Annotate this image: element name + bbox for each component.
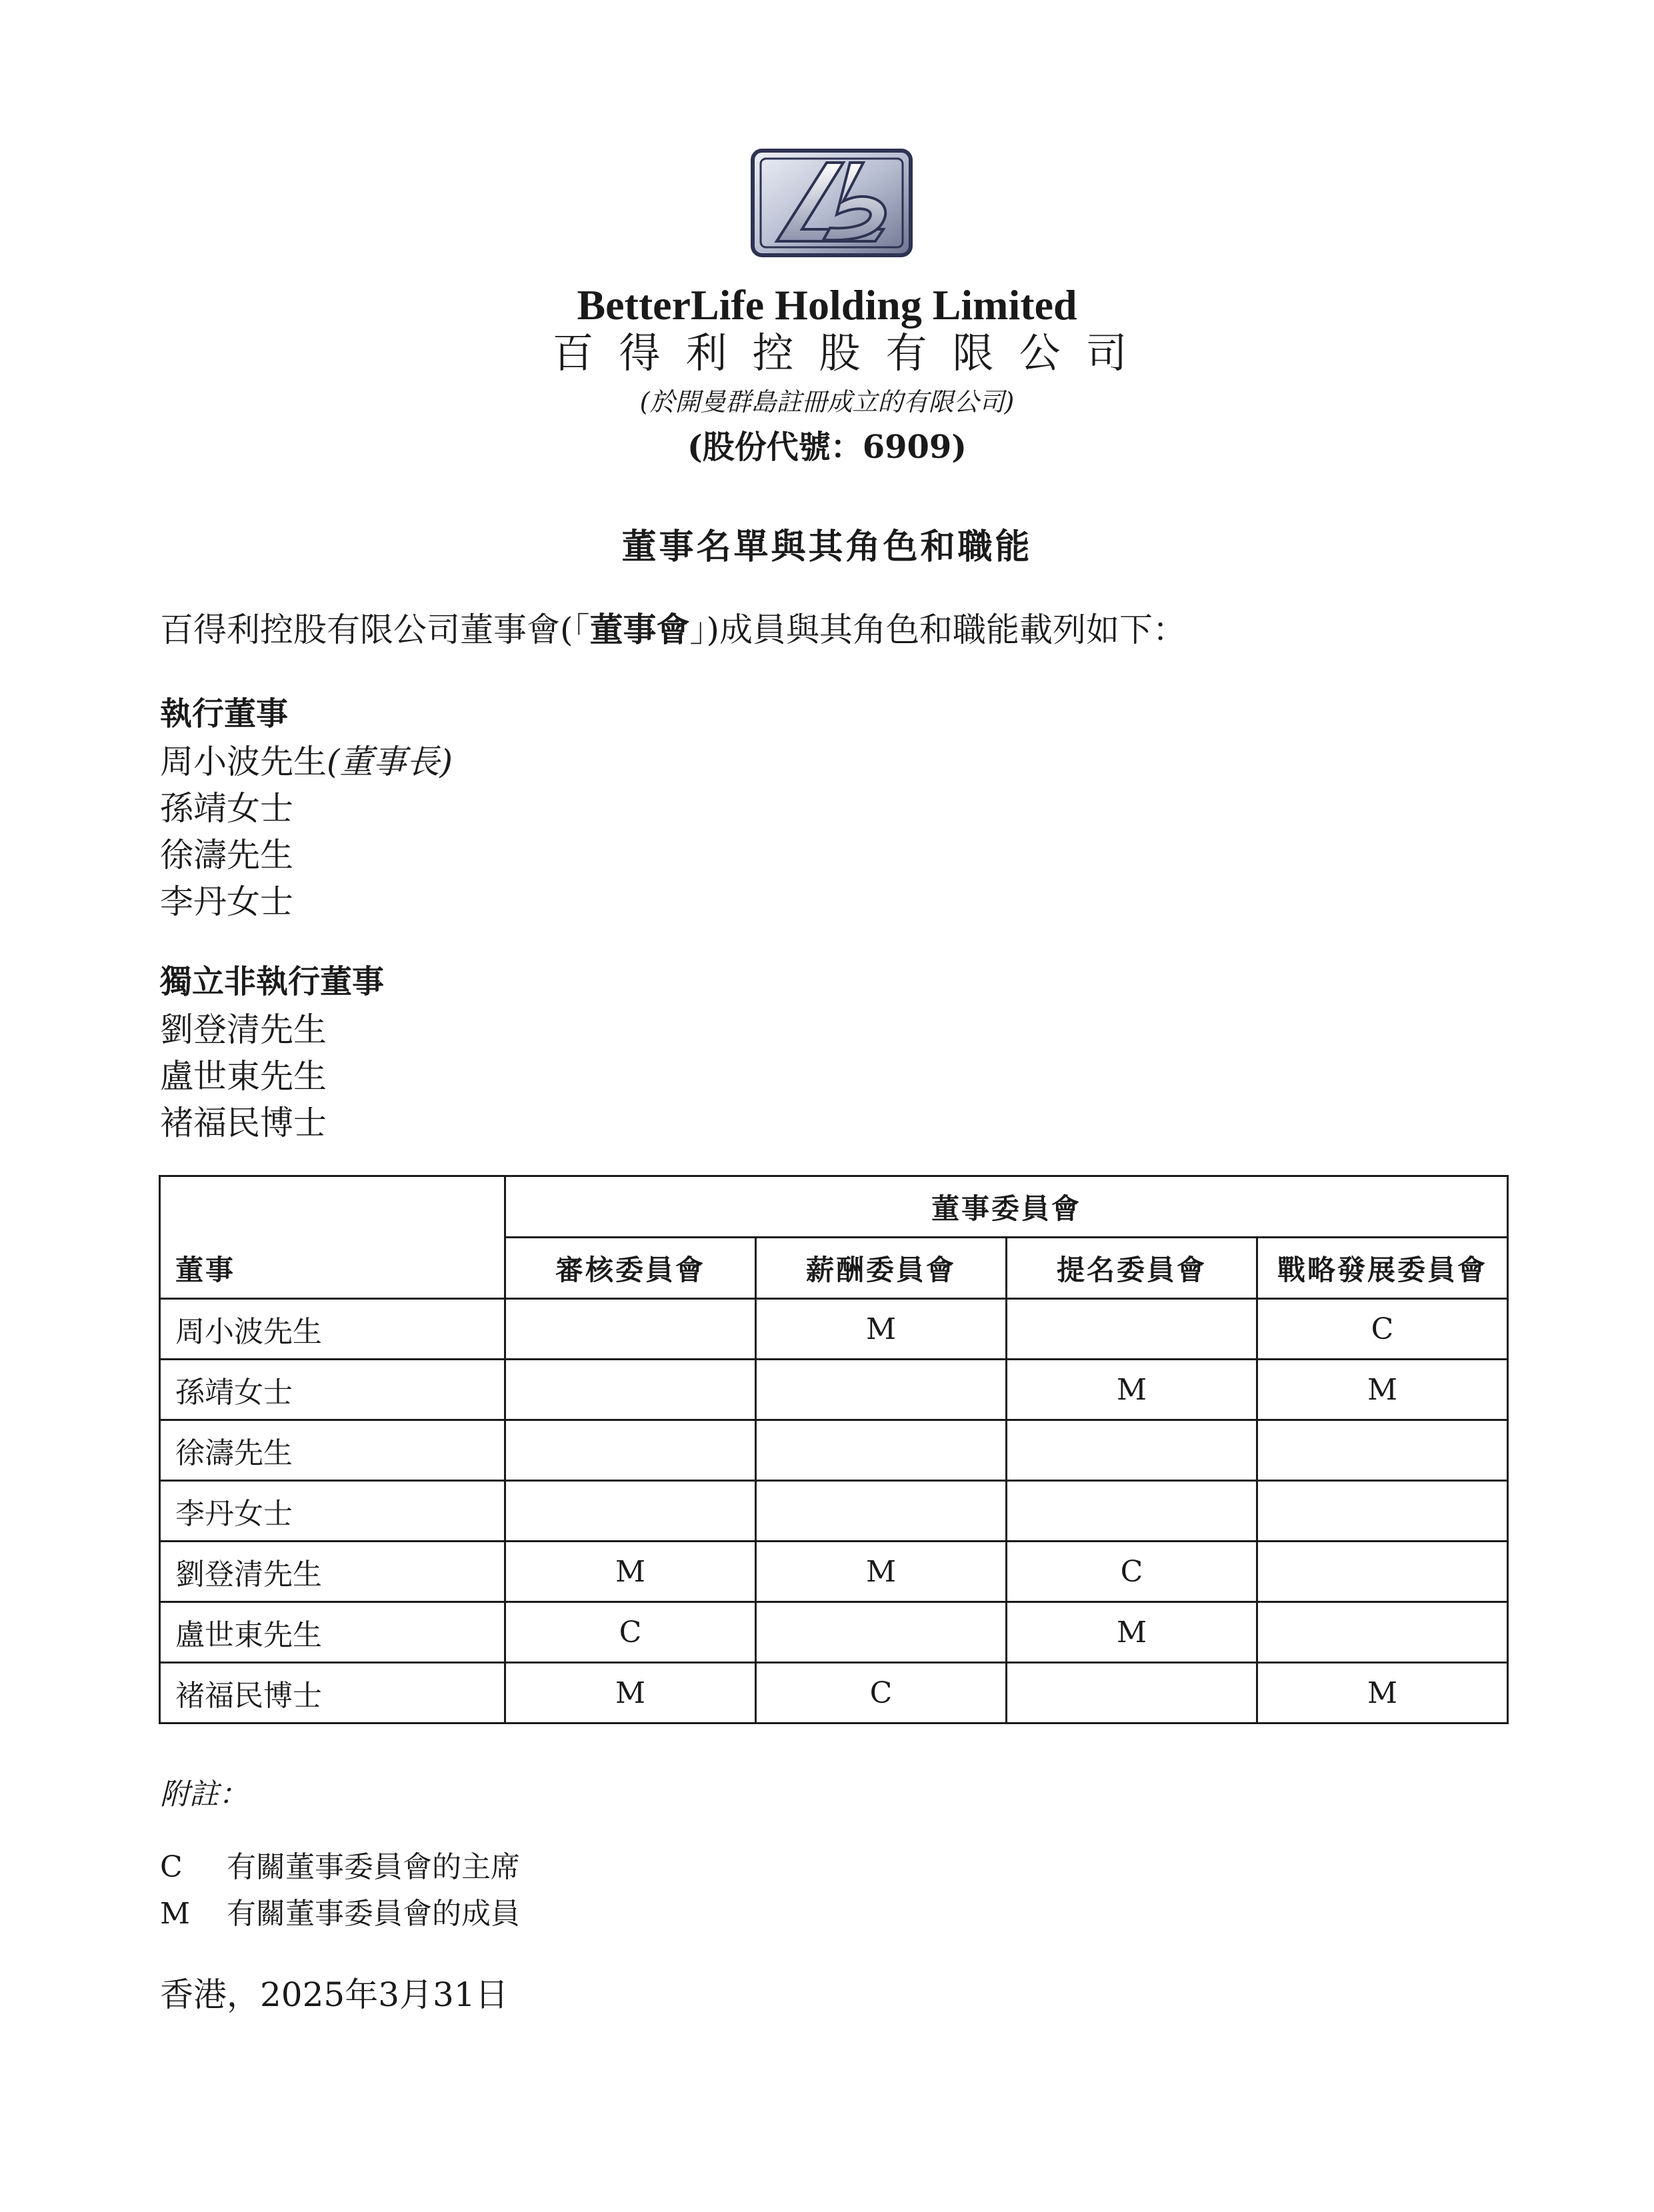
independent-member: 劉登清先生	[160, 1010, 327, 1049]
table-row	[160, 1542, 1508, 1602]
executive-heading: 執行董事	[160, 695, 289, 732]
intro-prefix: 百得利控股有限公司董事會(「	[160, 610, 590, 649]
director-column-header: 董事	[160, 1176, 505, 1299]
executive-member	[160, 740, 453, 784]
committee-header: 提名委員會	[1007, 1238, 1257, 1299]
intro-suffix: 」)成員與其角色和職能載列如下：	[689, 610, 1187, 649]
note-item	[160, 1847, 520, 1887]
table-cell	[1007, 1420, 1257, 1481]
table-row	[160, 1481, 1508, 1542]
table-cell	[756, 1420, 1007, 1481]
director-name: 徐濤先生	[160, 1420, 505, 1481]
note-text: 有關董事委員會的主席	[227, 1850, 520, 1884]
note-key: C	[160, 1850, 183, 1884]
table-cell	[1257, 1542, 1508, 1602]
table-cell	[505, 1360, 756, 1420]
notes-title: 附註：	[160, 1777, 248, 1811]
table-cell	[756, 1360, 1007, 1420]
director-name: 盧世東先生	[160, 1602, 505, 1663]
table-header-row	[160, 1176, 1508, 1238]
note-key: M	[160, 1897, 191, 1931]
table-cell: M	[756, 1299, 1007, 1360]
committee-header: 薪酬委員會	[756, 1238, 1007, 1299]
executive-member: 徐濤先生	[160, 836, 293, 874]
place-date: 香港，2025年3月31日	[160, 1975, 509, 2014]
note-item	[160, 1894, 520, 1934]
committee-group-header: 董事委員會	[505, 1176, 1508, 1238]
table-cell: M	[1007, 1360, 1257, 1420]
member-name: 周小波先生	[160, 742, 327, 781]
table-cell: C	[756, 1663, 1007, 1723]
table-cell	[1257, 1420, 1508, 1481]
committee-header: 戰略發展委員會	[1257, 1238, 1508, 1299]
company-name-en: BetterLife Holding Limited	[577, 281, 1077, 329]
table-cell	[756, 1481, 1007, 1542]
independent-member: 盧世東先生	[160, 1057, 327, 1096]
table-cell: M	[1257, 1663, 1508, 1723]
executive-member: 李丹女士	[160, 882, 293, 921]
table-cell: C	[505, 1602, 756, 1663]
table-cell	[505, 1481, 756, 1542]
betterlife-logo-icon	[750, 148, 913, 258]
committee-table	[159, 1175, 1509, 1724]
table-cell	[1257, 1481, 1508, 1542]
director-name: 李丹女士	[160, 1481, 505, 1542]
table-cell: M	[505, 1663, 756, 1723]
table-cell: M	[756, 1542, 1007, 1602]
table-cell: M	[1257, 1360, 1508, 1420]
independent-heading: 獨立非執行董事	[160, 963, 385, 1000]
document-title: 董事名單與其角色和職能	[621, 527, 1033, 567]
director-name: 孫靖女士	[160, 1360, 505, 1420]
table-row	[160, 1663, 1508, 1723]
table-row	[160, 1420, 1508, 1481]
intro-paragraph	[160, 608, 1186, 652]
incorporation-note: (於開曼群島註冊成立的有限公司)	[639, 387, 1015, 417]
table-cell: M	[1007, 1602, 1257, 1663]
table-cell: C	[1007, 1542, 1257, 1602]
table-cell: M	[505, 1542, 756, 1602]
table-cell: C	[1257, 1299, 1508, 1360]
committee-header: 審核委員會	[505, 1238, 756, 1299]
table-row	[160, 1360, 1508, 1420]
table-cell	[1007, 1481, 1257, 1542]
company-name-zh: 百得利控股有限公司	[552, 329, 1153, 377]
table-cell	[505, 1420, 756, 1481]
stock-code: (股份代號：6909)	[687, 429, 967, 466]
director-name: 劉登清先生	[160, 1542, 505, 1602]
director-name: 周小波先生	[160, 1299, 505, 1360]
director-name: 褚福民博士	[160, 1663, 505, 1723]
table-cell	[1007, 1663, 1257, 1723]
member-role: (董事長)	[327, 742, 453, 781]
intro-bold-term: 董事會	[589, 610, 690, 649]
note-text: 有關董事委員會的成員	[227, 1897, 520, 1931]
table-cell	[756, 1602, 1007, 1663]
independent-member: 褚福民博士	[160, 1104, 327, 1142]
table-cell	[505, 1299, 756, 1360]
executive-member: 孫靖女士	[160, 789, 293, 828]
table-row	[160, 1602, 1508, 1663]
table-row	[160, 1299, 1508, 1360]
table-cell	[1007, 1299, 1257, 1360]
table-cell	[1257, 1602, 1508, 1663]
